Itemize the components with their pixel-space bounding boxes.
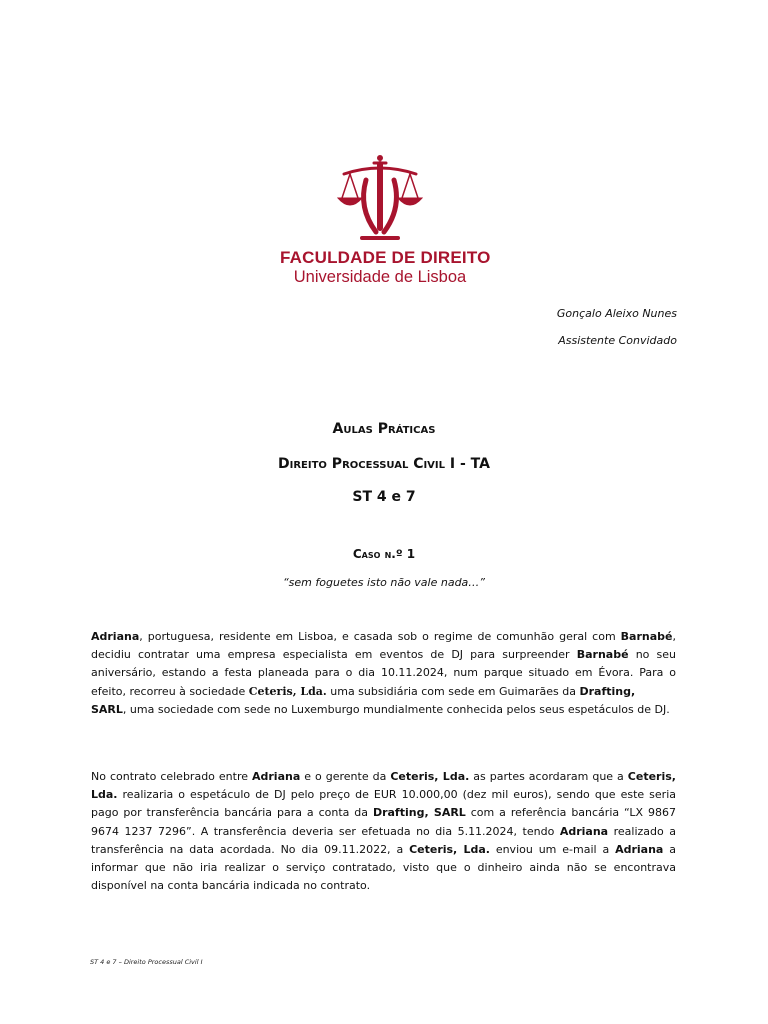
text-run: realizado a transferência na data acordada. No dia 09.11.2022, a: [91, 824, 676, 856]
text-run: no seu aniversário, estando a festa planeada para o dia 10.11.2024, num parque situado em Évora. Para o efeito, recorreu à sociedade: [91, 648, 677, 698]
faculty-logo: [280, 150, 491, 290]
case-paragraph-1: [91, 628, 676, 719]
text-run: uma subsidiária com sede em Guimarães da: [326, 684, 580, 698]
doc-title-classes: Aulas Práticas: [332, 421, 436, 437]
doc-title-course: Direito Processual Civil I - TA: [278, 456, 490, 472]
emphasized-name: Adriana: [91, 630, 140, 643]
doc-title-groups: ST 4 e 7: [352, 489, 416, 505]
emphasized-name: SARL: [91, 702, 123, 716]
text-run: a informar que não iria realizar o serviço contratado, visto que o dinheiro ainda não se encontrava disponível na conta bancária indicada no contrato.: [91, 842, 676, 893]
text-run: e o gerente da: [300, 770, 391, 783]
text-run: No contrato celebrado entre: [91, 770, 252, 783]
text-run: , decidiu contratar uma empresa especialista em eventos de DJ para surpreender: [91, 630, 676, 662]
emphasized-name: Ceteris, Lda.: [248, 684, 327, 698]
emphasized-name: Ceteris, Lda.: [91, 770, 676, 802]
case-quote: “sem foguetes isto não vale nada…”: [282, 576, 485, 589]
emphasized-name: Ceteris, Lda.: [390, 770, 470, 783]
logo-faculty-name: FACULDADE DE DIREITO: [280, 248, 491, 267]
text-run: com a referência bancária “LX 9867 9674 1237 7296”. A transferência deveria ser efetuada no dia 5.11.2024, tendo: [91, 806, 677, 838]
emphasized-name: Ceteris, Lda.: [409, 842, 490, 856]
text-run: realizaria o espetáculo de DJ pelo preço de EUR 10.000,00 (dez mil euros), sendo que este seria pago por transferência bancária para a conta da: [91, 788, 676, 820]
emphasized-name: Adriana: [615, 842, 664, 856]
text-run: as partes acordaram que a: [469, 770, 628, 783]
emphasized-name: Drafting, SARL: [372, 806, 466, 820]
page-footer: ST 4 e 7 – Direito Processual Civil I: [90, 958, 203, 966]
emphasized-name: Barnabé: [576, 648, 629, 662]
emphasized-name: Drafting,: [579, 684, 636, 698]
emphasized-name: Barnabé: [620, 630, 673, 643]
logo-university-name: Universidade de Lisboa: [293, 268, 467, 286]
emphasized-name: Adriana: [252, 770, 301, 783]
emphasized-name: Adriana: [559, 824, 609, 838]
scales-of-justice-icon: [336, 152, 424, 246]
author-role: Assistente Convidado: [558, 334, 677, 347]
text-run: , portuguesa, residente em Lisboa, e casada sob o regime de comunhão geral com: [139, 630, 621, 643]
author-name: Gonçalo Aleixo Nunes: [556, 307, 677, 320]
case-title: Caso n.º 1: [352, 547, 416, 561]
text-run: , uma sociedade com sede no Luxemburgo mundialmente conhecida pelos seus espetáculos de DJ.: [122, 702, 670, 716]
text-run: enviou um e-mail a: [489, 842, 616, 856]
case-paragraph-2: [91, 768, 676, 895]
